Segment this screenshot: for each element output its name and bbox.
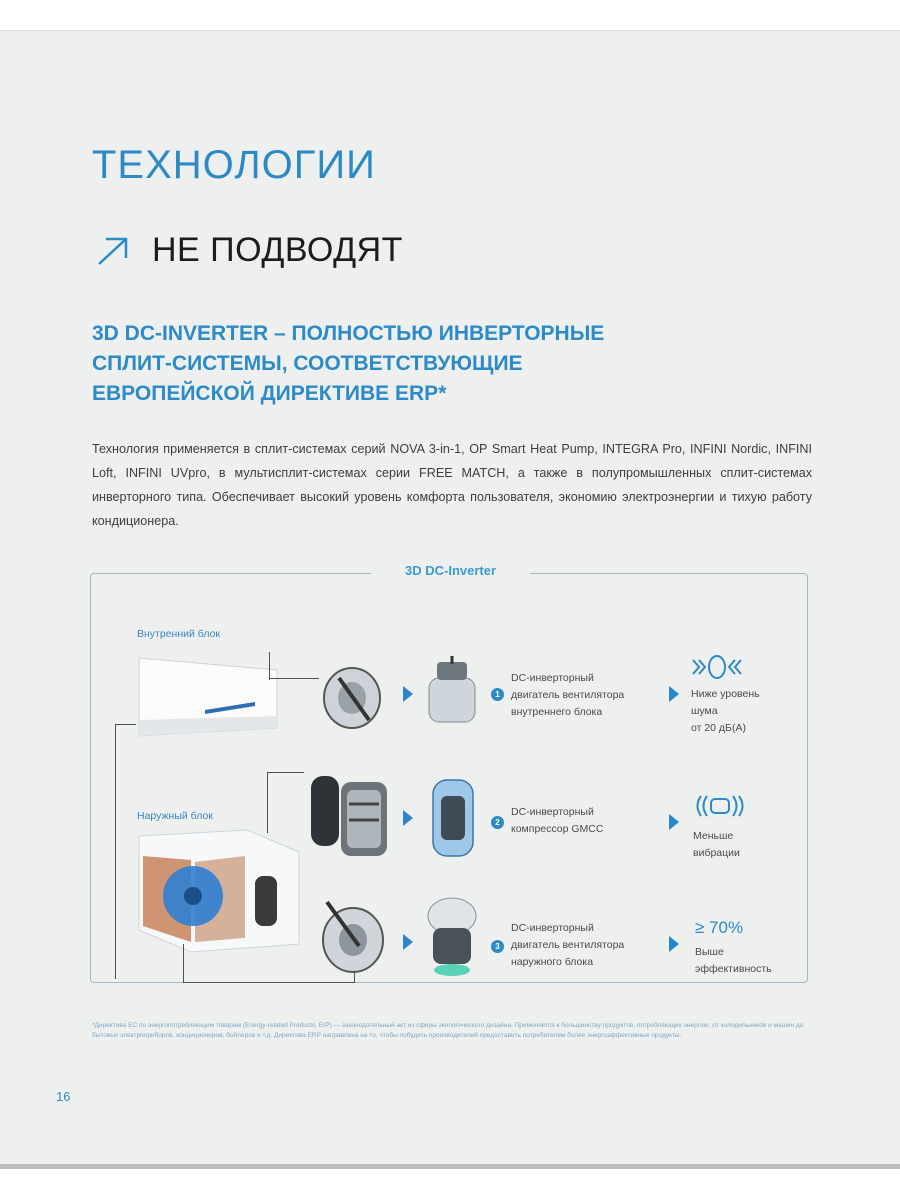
arrow-up-right-icon bbox=[96, 236, 130, 266]
description-line: компрессор GMCC bbox=[511, 823, 604, 835]
efficiency-value: ≥ 70% bbox=[695, 918, 744, 937]
section-heading-line: 3D DC-INVERTER – ПОЛНОСТЬЮ ИНВЕРТОРНЫЕ bbox=[92, 322, 605, 345]
benefit-text bbox=[691, 686, 811, 737]
arrow-right-icon bbox=[669, 936, 679, 952]
arrow-right-icon bbox=[403, 934, 413, 950]
connector-wire bbox=[267, 772, 304, 833]
indoor-fan-image bbox=[317, 662, 387, 732]
subtitle-row bbox=[96, 231, 403, 270]
section-heading-line: ЕВРОПЕЙСКОЙ ДИРЕКТИВЕ ERP* bbox=[92, 382, 447, 405]
description-line: DC-инверторный bbox=[511, 922, 594, 934]
compressor-image bbox=[307, 764, 391, 862]
bottom-rule bbox=[0, 1164, 900, 1169]
benefit-line: вибрации bbox=[693, 847, 740, 859]
step-number: 3 bbox=[491, 940, 504, 953]
benefit-line: Ниже уровень bbox=[691, 688, 760, 700]
component-description bbox=[511, 804, 671, 838]
description-line: двигатель вентилятора bbox=[511, 689, 625, 701]
footnote: *Директива ЕС по энергопотребляющим товарам (Energy-related Products, ErP) — законодательный акт из сферы экологического дизайна. Применяется к большинству продуктов, потребляющих энергию: от холодильников и машин до бытовых электроприборов, кондиционеров, бойлеров и т.д. Директива ERP направлена на то, чтобы побудить производителей предоставить потребителям более энергоэффективные продукты. bbox=[92, 1022, 804, 1039]
page-title: ТЕХНОЛОГИИ bbox=[92, 143, 376, 187]
outdoor-fan-image bbox=[315, 896, 387, 976]
outdoor-fan-motor-image bbox=[421, 892, 483, 980]
indoor-unit-image bbox=[135, 650, 285, 742]
arrow-right-icon bbox=[669, 814, 679, 830]
sound-waves-icon bbox=[689, 654, 745, 680]
page bbox=[0, 30, 900, 1166]
compressor-motor-image bbox=[427, 776, 479, 862]
outdoor-unit-label: Наружный блок bbox=[137, 810, 213, 822]
component-description bbox=[511, 670, 671, 721]
benefit-line: эффективность bbox=[695, 963, 772, 975]
step-number: 1 bbox=[491, 688, 504, 701]
description-line: DC-инверторный bbox=[511, 672, 594, 684]
page-subtitle: НЕ ПОДВОДЯТ bbox=[152, 231, 403, 269]
arrow-right-icon bbox=[403, 810, 413, 826]
description-line: DC-инверторный bbox=[511, 806, 594, 818]
indoor-unit-label: Внутренний блок bbox=[137, 628, 221, 640]
page-number: 16 bbox=[56, 1089, 71, 1104]
benefit-text bbox=[693, 828, 813, 862]
description-line: двигатель вентилятора bbox=[511, 939, 625, 951]
description-line: внутреннего блока bbox=[511, 706, 603, 718]
arrow-right-icon bbox=[403, 686, 413, 702]
benefit-text bbox=[695, 944, 815, 978]
component-description bbox=[511, 920, 671, 971]
benefit-line: шума bbox=[691, 705, 718, 717]
benefit-line: Меньше bbox=[693, 830, 734, 842]
technology-diagram bbox=[90, 563, 808, 983]
step-number: 2 bbox=[491, 816, 504, 829]
connector-wire bbox=[115, 724, 136, 979]
arrow-right-icon bbox=[669, 686, 679, 702]
indoor-fan-motor-image bbox=[423, 656, 481, 732]
connector-wire bbox=[269, 652, 270, 680]
benefit-line: от 20 дБ(А) bbox=[691, 722, 746, 734]
body-paragraph: Технология применяется в сплит-системах серий NOVA 3-in-1, OP Smart Heat Pump, INTEGRA Pro, INFINI Nordic, INFINI Loft, INFINI UVpro, в мультисплит-системах серии FREE MATCH, а также в полупромышленных сплит-системах инверторного типа. Обеспечивает высокий уровень комфорта пользователя, экономию электроэнергии и тихую работу кондиционера. bbox=[92, 442, 812, 528]
connector-wire bbox=[269, 678, 319, 679]
description-line: наружного блока bbox=[511, 956, 594, 968]
diagram-title: 3D DC-Inverter bbox=[371, 563, 530, 578]
benefit-line: Выше bbox=[695, 946, 724, 958]
section-heading-line: СПЛИТ-СИСТЕМЫ, СООТВЕТСТВУЮЩИЕ bbox=[92, 352, 523, 375]
vibration-icon bbox=[691, 792, 749, 820]
outdoor-unit-image bbox=[135, 826, 303, 956]
section-heading bbox=[92, 319, 732, 409]
